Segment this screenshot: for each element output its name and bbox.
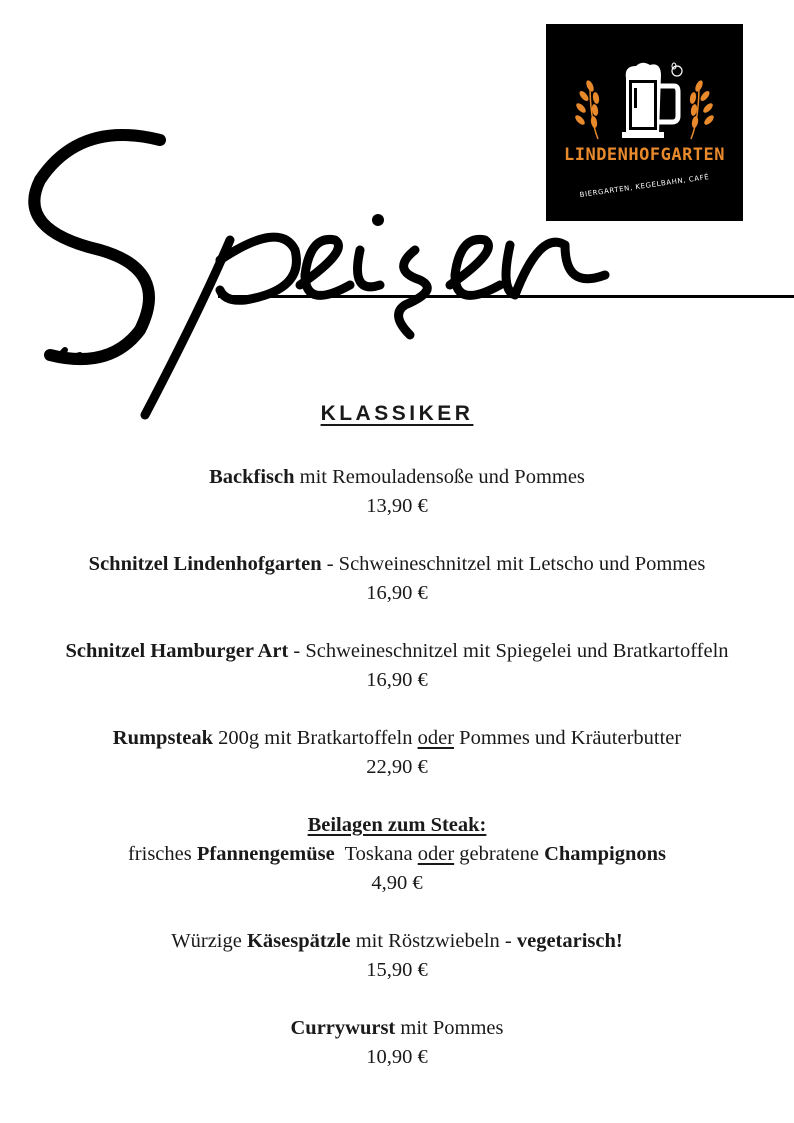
page-title-script <box>20 110 640 430</box>
page-title <box>0 0 1 1</box>
dish-price: 16,90 € <box>366 669 428 691</box>
title-divider <box>218 295 794 298</box>
dish-description-2: Pommes und Kräuterbutter <box>454 727 682 749</box>
list-item <box>0 637 794 695</box>
dish-description: - Schweineschnitzel mit Letscho und Pommes <box>321 553 706 575</box>
wheat-right-icon <box>689 79 715 128</box>
sides-mushrooms: Champignons <box>544 843 666 865</box>
dish-name: Schnitzel Hamburger Art <box>65 640 289 662</box>
sides-vegetables: Pfannengemüse <box>196 843 335 865</box>
dish-name: Backfisch <box>209 466 295 488</box>
sides-heading: Beilagen zum Steak: <box>307 814 487 836</box>
list-item <box>0 724 794 782</box>
list-item <box>0 463 794 521</box>
sides-text-2: gebratene <box>454 843 545 865</box>
section-heading: KLASSIKER <box>320 402 474 425</box>
dish-name: Schnitzel Lindenhofgarten <box>88 553 322 575</box>
list-item <box>0 1014 794 1072</box>
or-word: oder <box>417 843 455 865</box>
dish-name: Rumpsteak <box>112 727 214 749</box>
dish-price: 13,90 € <box>366 495 428 517</box>
dish-name: Käsespätzle <box>246 930 351 952</box>
dish-prefix: Würzige <box>171 930 247 952</box>
dish-description: 200g mit Bratkartoffeln <box>213 727 418 749</box>
list-item <box>0 550 794 608</box>
sides-prefix: frisches <box>127 843 197 865</box>
menu-list <box>0 463 794 1072</box>
dish-price: 15,90 € <box>366 959 428 981</box>
list-item <box>0 927 794 985</box>
dish-price: 10,90 € <box>366 1046 428 1068</box>
logo-tagline: BIERGARTEN, KEGELBAHN, CAFÉ <box>579 172 710 200</box>
sides-text: Toskana <box>334 843 418 865</box>
list-item-sides <box>0 811 794 898</box>
dish-description: mit Remouladensoße und Pommes <box>294 466 585 488</box>
dish-name: Currywurst <box>290 1017 396 1039</box>
dish-price: 22,90 € <box>366 756 428 778</box>
dish-price: 4,90 € <box>371 872 423 894</box>
dish-description: mit Röstzwiebeln - <box>350 930 517 952</box>
or-word: oder <box>417 727 455 749</box>
dish-description: mit Pommes <box>395 1017 504 1039</box>
dish-note: vegetarisch! <box>516 930 623 952</box>
dish-price: 16,90 € <box>366 582 428 604</box>
logo-name: LINDENHOFGARTEN <box>563 145 726 165</box>
dish-description: - Schweineschnitzel mit Spiegelei und Bratkartoffeln <box>288 640 729 662</box>
